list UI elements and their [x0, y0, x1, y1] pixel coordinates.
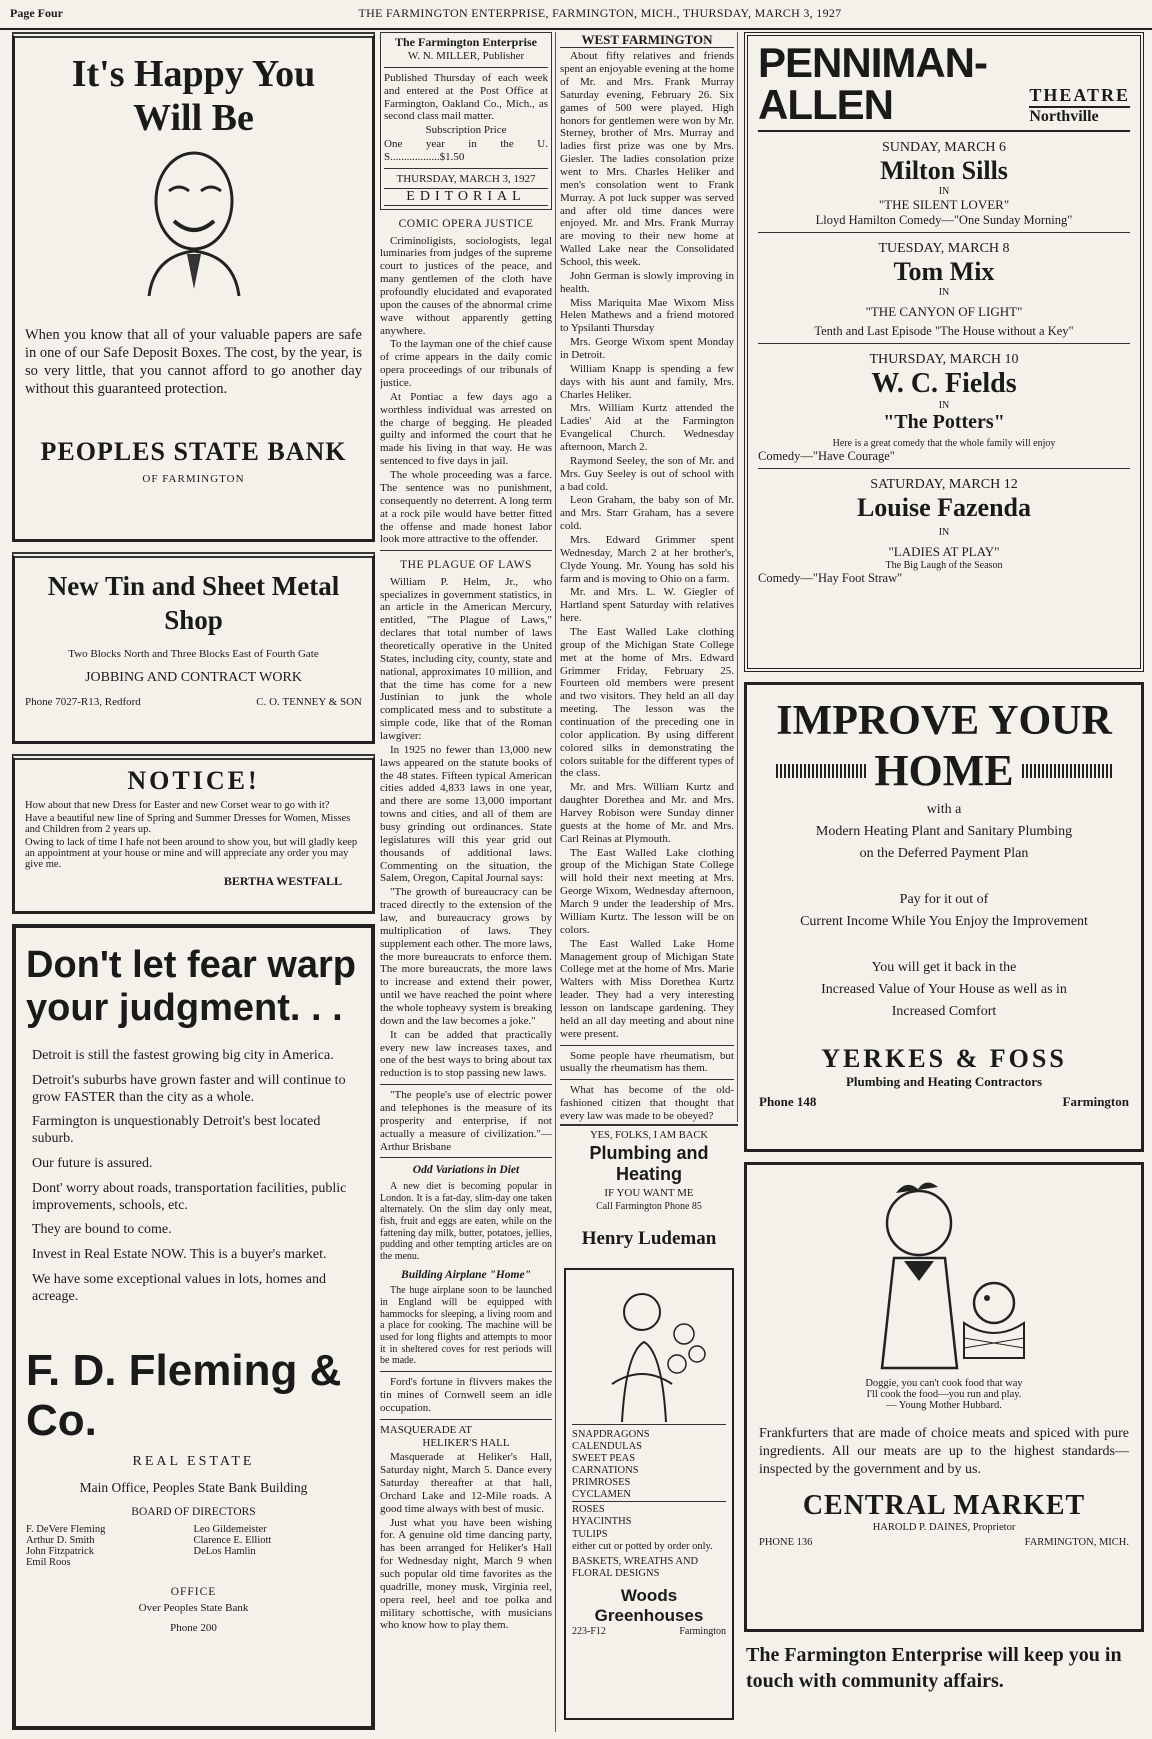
news-item: William Knapp is spending a few days with his aunt and family, Mrs. Charles Heliker.	[560, 362, 734, 401]
market-ad	[744, 1162, 1144, 1632]
news-item: Mr. and Mrs. William Kurtz and daughter Dorethea and Mr. and Mrs. Harvey Robison were Sunday dinner guests at the home of Mr. and Mrs. Carl Reinas at Plymouth.	[560, 781, 734, 845]
director: Clarence E. Elliott	[193, 1534, 272, 1546]
flower-item: CALENDULAS	[572, 1441, 642, 1453]
tin-shop-headline: New Tin and Sheet Metal Shop	[47, 571, 340, 635]
director: Leo Gildemeister	[193, 1523, 267, 1535]
man-portrait-illustration	[129, 146, 259, 296]
editorial-paragraph: A new diet is becoming popular in London. It is a fat-day, slim-day one taken alternately. On the slim day only meat, fish, fruit and eggs are eaten, while on the fattening day milk, butter, potatoes, jellies, pudding and other tempting articles are on the menu.	[380, 1180, 552, 1263]
yerkes-trade: Plumbing and Heating Contractors	[845, 1074, 1043, 1089]
bank-name: PEOPLES STATE BANK	[40, 436, 347, 466]
notice-title: NOTICE!	[127, 766, 260, 795]
show-star: Louise Fazenda	[856, 493, 1032, 522]
bank-ad	[12, 32, 375, 542]
notice-line-2: Have a beautiful new line of Spring and Summer Dresses for Women, Misses and Children from 2 years up.	[25, 813, 351, 835]
price-label: Subscription Price	[425, 124, 507, 137]
page-number: Page Four	[10, 6, 63, 20]
news-item: Raymond Seeley, the son of Mr. and Mrs. Guy Seeley is out of school with a bad cold.	[560, 454, 734, 493]
news-item: Mrs. Edward Grimmer spent Wednesday, March 2 at her brother's, Clyde Young. Mr. Young has sold his farm and is moving to Ohio on a farm.	[560, 534, 734, 585]
show-listing	[758, 469, 1130, 586]
fleming-para-4: Our future is assured.	[32, 1155, 153, 1171]
issue-date: THURSDAY, MARCH 3, 1927	[396, 172, 536, 185]
brisbane-quote: "The people's use of electric power and telephones is the measure of its prosperity and enterprise, if not actually a measure of civilization."—Arthur Brisbane	[380, 1089, 552, 1153]
news-item: The East Walled Lake clothing group of the Michigan State College met at the home of Mrs. Edward Grimmer Friday, February 25. Fourteen old members were present and two visitors. They held an all day meeting. The lesson was the continuation of the preceding one in color application. By using different colored silks in demonstrating the colors suitable for the different types of the class.	[560, 626, 734, 780]
section-title: EDITORIAL	[384, 188, 548, 206]
news-item: Mrs. William Kurtz attended the Ladies' Aid at the Farmington Evangelical Church. Wednesday afternoon, March 2.	[560, 402, 734, 453]
market-caption-3: — Young Mother Hubbard.	[886, 1400, 1002, 1411]
yerkes-phone: Phone 148	[759, 1094, 817, 1109]
tin-shop-ad	[12, 552, 375, 744]
flower-note: either cut or potted by order only.	[572, 1540, 713, 1552]
west-farmington-column	[560, 32, 738, 1122]
news-item: About fifty relatives and friends spent an enjoyable evening at the home of Mr. and Mrs. Frank Murray Saturday evening, February 26. Six games of 500 were played. High honors for gentlemen were won by Mr. Sterney, brother of Mrs. Murray and ladies first prize was one by Mrs. Giesler. The ladies consolation prize went to Mrs. Charles Heliker and men's consolation went to Frank Murray. A pot luck supper was served and after old time dances were enjoyed. Mr. and Mrs. Frank Murray are moving to their new home at Walled Lake near the Consolidated School, this week.	[560, 50, 734, 268]
editorial-paragraph: At Pontiac a few days ago a worthless individual was arrested on the charge of begging. He pleaded guilty and informed the court that he made his living in that way. He was sentenced to five days in jail.	[380, 390, 552, 468]
greenhouse-name: Woods Greenhouses	[594, 1585, 704, 1625]
market-caption-2: I'll cook the food—you run and play.	[866, 1389, 1022, 1400]
editorial-heading-5a: MASQUERADE AT	[380, 1423, 472, 1436]
flower-item: PRIMROSES	[572, 1477, 631, 1489]
market-phone: PHONE 136	[759, 1536, 813, 1548]
editorial-heading-3: Odd Variations in Diet	[412, 1164, 520, 1177]
greenhouse-phone: 223-F12	[572, 1625, 606, 1637]
bank-place: OF FARMINGTON	[142, 472, 245, 485]
show-star: Milton Sills	[880, 156, 1008, 185]
plumbing-line-3: IF YOU WANT ME	[604, 1187, 694, 1199]
editorial-paragraph: It can be added that practically every new law increases taxes, and one of the best ways to bring about tax reduction is to stop passing new laws.	[380, 1028, 552, 1080]
yerkes-line-3: Pay for it out of	[899, 892, 989, 907]
yerkes-line-7: Increased Comfort	[891, 1004, 997, 1019]
fleming-para-6: They are bound to come.	[32, 1222, 172, 1238]
publication-info: Published Thursday of each week and entered at the Post Office at Farmington, Oakland Co., Mich., as second class mail matter.	[384, 71, 548, 123]
editorial-paragraph: To the layman one of the chief cause of crime appears in the daily comic opera proceedings of our tribunals of justice.	[380, 338, 552, 390]
girl-dog-illustration	[759, 1173, 1129, 1378]
flower-item: SNAPDRAGONS	[572, 1429, 650, 1440]
director: Arthur D. Smith	[26, 1534, 95, 1546]
show-in: IN	[938, 400, 950, 411]
editorial-column	[380, 32, 556, 1732]
director: DeLos Hamlin	[193, 1545, 256, 1557]
market-body: Frankfurters that are made of choice meats and spiced with pure ingredients. All our meats are up to the highest standards—inspected by the government and by us.	[759, 1426, 1129, 1478]
tin-shop-service: JOBBING AND CONTRACT WORK	[85, 669, 302, 685]
yerkes-with: with a	[926, 802, 962, 817]
yerkes-line-1: Modern Heating Plant and Sanitary Plumbing	[815, 824, 1073, 839]
editorial-paragraph: "The growth of bureaucracy can be traced directly to the extension of the law, and bureaucracy grows by multiplication of laws. They supplement each other. The more laws, the more bureaucrats to enforce them. The more bureaucrats, the more laws to increase and extend their power, until we have reached the point where the whole topheavy system is breaking down and the law becomes a joke."	[380, 886, 552, 1027]
director: F. DeVere Fleming	[26, 1523, 106, 1535]
plumbing-line-1: YES, FOLKS, I AM BACK	[590, 1130, 708, 1141]
show-star: Tom Mix	[893, 257, 995, 286]
flower-item: TULIPS	[572, 1528, 608, 1540]
editorial-heading-4: Building Airplane "Home"	[401, 1268, 531, 1281]
fleming-para-1: Detroit is still the fastest growing big city in America.	[32, 1048, 334, 1063]
show-title: "THE CANYON OF LIGHT"	[865, 304, 1023, 319]
show-note: The Big Laugh of the Season	[885, 560, 1003, 571]
news-item: Leon Graham, the baby son of Mr. and Mrs. Starr Graham, has a severe cold.	[560, 494, 734, 533]
editorial-heading-2: THE PLAGUE OF LAWS	[400, 559, 532, 572]
masthead-line: THE FARMINGTON ENTERPRISE, FARMINGTON, MICH., THURSDAY, MARCH 3, 1927	[358, 6, 842, 20]
news-item: Miss Mariquita Mae Wixom Miss Helen Mathews and a friend motored to Ypsilanti Thursday	[560, 296, 734, 335]
fleming-para-2: Detroit's suburbs have grown faster and will continue to grow FASTER than the city as a whole.	[32, 1072, 346, 1105]
show-listing	[758, 344, 1130, 469]
yerkes-headline-1: IMPROVE YOUR	[776, 698, 1112, 744]
yerkes-ad	[744, 682, 1144, 1152]
notice-ad	[12, 754, 375, 914]
show-listing	[758, 132, 1130, 233]
yerkes-line-5: You will get it back in the	[871, 960, 1017, 975]
show-title: "THE SILENT LOVER"	[878, 197, 1010, 212]
show-date: TUESDAY, MARCH 8	[878, 241, 1010, 256]
show-date: SATURDAY, MARCH 12	[870, 477, 1018, 492]
flower-item: HYACINTHS	[572, 1516, 632, 1528]
editorial-paragraph: The huge airplane soon to be launched in England will be equipped with hammocks for sleeping, a living room and a place for cooking. The machine will be used for long flights and attempts to moor it in sheltered coves for rest periods will be made.	[380, 1285, 552, 1367]
floral-designs: BASKETS, WREATHS AND FLORAL DESIGNS	[572, 1555, 699, 1579]
news-item: Mrs. George Wixom spent Monday in Detroit.	[560, 336, 734, 361]
editorial-paragraph: William P. Helm, Jr., who specializes in government statistics, in an article in the American Mercury, entitled, "The Plague of Laws," declares that total number of laws theoretically operative in the United States, including city, county, state and national, approximates 10 million, and that the time has come for a new Justinian to junk the whole complicated mess and to substitute a simple code, like that of the Roman lawgiver:	[380, 575, 552, 742]
show-extra: Comedy—"Have Courage"	[758, 449, 895, 463]
publisher: W. N. MILLER, Publisher	[407, 50, 525, 63]
filler-item: Some people have rheumatism, but usually the rheumatism has them.	[560, 1049, 734, 1075]
news-item: John German is slowly improving in health.	[560, 269, 734, 295]
show-in: IN	[938, 287, 950, 298]
woman-flowers-illustration	[572, 1274, 726, 1425]
footer-tagline: The Farmington Enterprise will keep you in touch with community affairs.	[746, 1644, 1122, 1692]
filler-item: What has become of the old-fashioned citizen that thought that every law was made to be obeyed?	[560, 1084, 734, 1122]
fleming-board-title: BOARD OF DIRECTORS	[131, 1505, 256, 1518]
notice-signature: BERTHA WESTFALL	[223, 874, 342, 888]
yerkes-line-6: Increased Value of Your House as well as in	[821, 982, 1067, 997]
show-in: IN	[938, 186, 950, 197]
notice-line-3: Owing to lack of time I hafe not been around to show you, but will gladly keep an appointment at your house or mine and will appreciate any order you may give me.	[25, 837, 358, 870]
fleming-office-label: OFFICE	[170, 1585, 217, 1598]
paper-name: The Farmington Enterprise	[395, 35, 537, 49]
market-caption-1: Doggie, you can't cook food that way	[865, 1378, 1023, 1389]
price-line: One year in the U. S..................$1.50	[384, 138, 548, 164]
yerkes-line-2: on the Deferred Payment Plan	[859, 846, 1029, 861]
show-date: THURSDAY, MARCH 10	[869, 352, 1019, 367]
show-in: IN	[938, 527, 950, 538]
flower-item: SWEET PEAS	[572, 1453, 636, 1465]
show-extra: Comedy—"Hay Foot Straw"	[758, 571, 903, 585]
fleming-business: REAL ESTATE	[132, 1453, 255, 1469]
fleming-firm: F. D. Fleming & Co.	[26, 1345, 342, 1445]
editorial-paragraph: The whole proceeding was a farce. The sentence was no punishment, consequently no deterrent. A long term at a rock pile would have better fitted the offense and made honest labor look more attractive to the offender.	[380, 469, 552, 546]
editorial-paragraph: Criminoligists, sociologists, legal luminaries from judges of the supreme court to justices of the peace, and many gentlemen of the cloth have profoundly elucidated and evaporated upon the causes of the abnormal crime wave without apparently getting anywhere.	[380, 234, 552, 337]
west-farmington-title: WEST FARMINGTON	[560, 32, 734, 48]
fleming-para-8: We have some exceptional values in lots, homes and acreage.	[32, 1271, 326, 1304]
editorial-paragraph: Just what you have been wishing for. A genuine old time dancing party, has been arranged for Heliker's Hall for Wednesday night, March 9 when such popular old time favorites as the quadrille, money musk, Virginia reel, opera reel, heel and toe polka and military schottische, with musicians who know how to play them.	[380, 1516, 552, 1632]
fleming-para-7: Invest in Real Estate NOW. This is a buyer's market.	[32, 1247, 327, 1263]
fleming-phone: Phone 200	[170, 1621, 217, 1634]
director: John Fitzpatrick	[26, 1545, 94, 1557]
theatre-town: Northville	[1029, 108, 1099, 125]
directors-right	[194, 1524, 362, 1568]
show-date: SUNDAY, MARCH 6	[881, 140, 1007, 155]
notice-line-1: How about that new Dress for Easter and new Corset wear to go with it?	[25, 800, 330, 811]
bank-headline-2: Will Be	[133, 97, 254, 139]
directors-left	[26, 1524, 194, 1568]
bank-headline-1: It's Happy You	[71, 53, 316, 95]
greenhouse-ad	[564, 1268, 734, 1720]
news-item: Mr. and Mrs. L. W. Giegler of Hartland spent Saturday with relatives here.	[560, 586, 734, 625]
show-note: Here is a great comedy that the whole family will enjoy	[832, 438, 1056, 449]
decorative-bars-left	[776, 764, 866, 778]
plumbing-ad	[560, 1124, 738, 1264]
fleming-main-office: Main Office, Peoples State Bank Building	[79, 1479, 308, 1495]
show-extra: Lloyd Hamilton Comedy—"One Sunday Morning"	[815, 213, 1073, 227]
show-title: "LADIES AT PLAY"	[888, 544, 1000, 559]
fleming-ad	[12, 924, 375, 1730]
editorial-paragraph: Masquerade at Heliker's Hall, Saturday night, March 5. Dance every Saturday thereafter at that hall, Orchard Lake and 12-Mile roads. A good time always with best of music.	[380, 1451, 552, 1515]
theatre-word: THEATRE	[1029, 85, 1130, 108]
show-extra: Tenth and Last Episode "The House without a Key"	[814, 324, 1074, 338]
fleming-headline-1: Don't let fear warp	[26, 944, 356, 986]
show-title: "The Potters"	[883, 411, 1005, 433]
greenhouse-town: Farmington	[679, 1625, 726, 1637]
yerkes-firm: YERKES & FOSS	[821, 1044, 1067, 1073]
tin-shop-phone: Phone 7027-R13, Redford	[25, 695, 141, 708]
flower-item: CARNATIONS	[572, 1465, 639, 1477]
plumbing-line-2: Plumbing and Heating	[589, 1143, 709, 1184]
theatre-name: PENNIMAN-ALLEN	[758, 39, 987, 128]
fleming-para-3: Farmington is unquestionably Detroit's best located suburb.	[32, 1114, 321, 1147]
flower-item: CYCLAMEN	[572, 1489, 726, 1502]
market-proprietor: HAROLD P. DAINES, Proprietor	[872, 1521, 1016, 1533]
show-star: W. C. Fields	[871, 368, 1017, 399]
bank-body: When you know that all of your valuable papers are safe in one of our Safe Deposit Boxes. The cost, by the year, is so very little, that you cannot afford to go another day without this guaranteed protection.	[25, 327, 363, 398]
tin-shop-proprietor: C. O. TENNEY & SON	[256, 695, 362, 708]
fleming-headline-2: your judgment. . .	[26, 987, 343, 1029]
tin-shop-location: Two Blocks North and Three Blocks East of Fourth Gate	[68, 647, 319, 660]
flower-item: ROSES	[572, 1504, 605, 1516]
yerkes-line-4: Current Income While You Enjoy the Improvement	[800, 914, 1088, 929]
yerkes-headline-2: HOME	[874, 746, 1014, 795]
show-listing	[758, 233, 1130, 344]
editorial-paragraph: In 1925 no fewer than 13,000 new laws appeared on the statute books of the 48 states. Fifteen typical American cities added 4,833 laws in one year, and there are some 13,000 important towns and cities, and all of them are busy grinding out ordinances. State legislatures will this year grid out thousands of additional laws. Commenting on the situation, the Salem, Oregon, Capital Journal says:	[380, 743, 552, 885]
editorial-heading-5b: HELIKER'S HALL	[422, 1437, 510, 1450]
decorative-bars-right	[1022, 764, 1112, 778]
theatre-ad	[744, 32, 1144, 672]
page-header	[0, 0, 1152, 30]
yerkes-town: Farmington	[1062, 1094, 1129, 1109]
masthead-box	[380, 32, 552, 210]
market-town: FARMINGTON, MICH.	[1024, 1536, 1129, 1548]
editorial-heading-1: COMIC OPERA JUSTICE	[398, 218, 534, 231]
plumbing-line-4: Call Farmington Phone 85	[596, 1201, 702, 1212]
news-item: The East Walled Lake clothing group of the Michigan State College will hold their next meeting at Mrs. George Wixom, Wednesday afternoon, March 9 under the leadership of Mrs. William Kurtz. The lesson will be on colors.	[560, 846, 734, 936]
director: Emil Roos	[26, 1556, 71, 1568]
news-item: The East Walled Lake Home Management group of Michigan State College met at the home of Mrs. Marie Walters with Miss Dorethea Kurtz leader. They had a very interesting lesson on landscape gardening. They held an all day meeting and about nine were present.	[560, 937, 734, 1040]
plumber-name: Henry Ludeman	[581, 1228, 717, 1249]
fleming-office-location: Over Peoples State Bank	[138, 1601, 249, 1614]
fleming-para-5: Dont' worry about roads, transportation facilities, public improvements, schools, etc.	[32, 1180, 347, 1213]
editorial-paragraph: Ford's fortune in flivvers makes the tin mines of Cornwell seem an idle occupation.	[380, 1376, 552, 1414]
market-name: CENTRAL MARKET	[802, 1489, 1086, 1521]
